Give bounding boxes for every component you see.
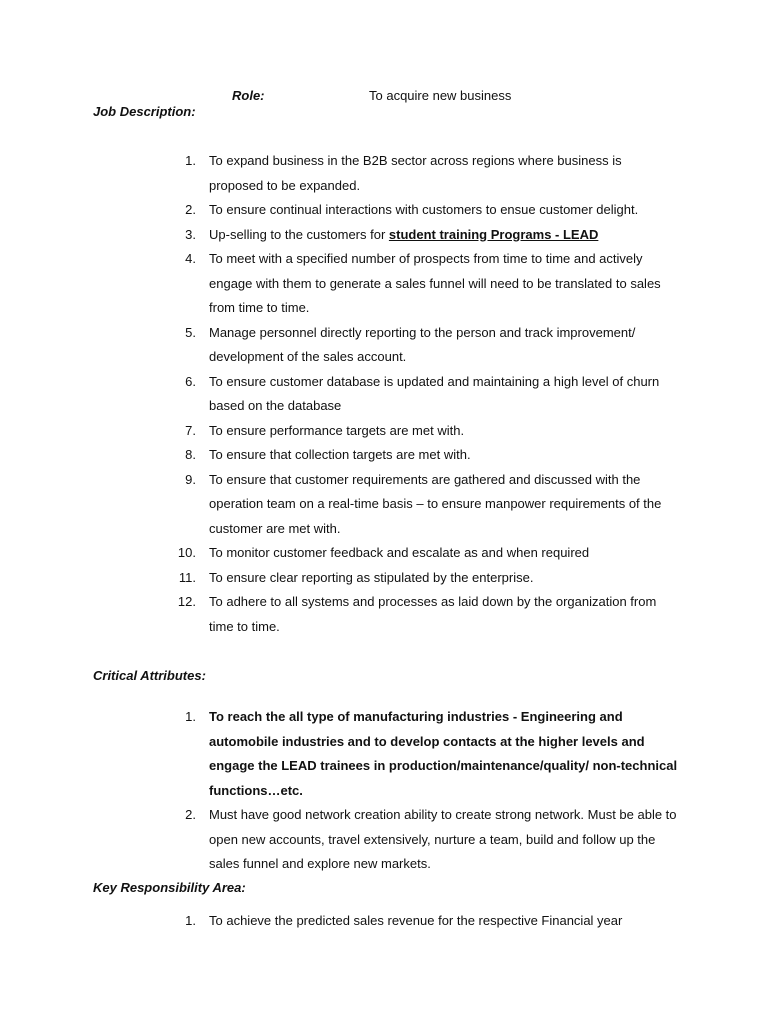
item-number: 10. (177, 545, 196, 560)
list-item (0, 419, 679, 444)
item-text: To ensure continual interactions with customers to ensue customer delight. (209, 202, 639, 217)
list-item (0, 443, 679, 468)
item-text: To expand business in the B2B sector across regions where business is proposed to be expanded. (209, 153, 622, 193)
job-description-list (0, 149, 768, 639)
list-item (0, 247, 679, 321)
item-text: To ensure performance targets are met with. (209, 422, 465, 438)
item-text: Must have good network creation ability to create strong network. Must be able to open new accounts, travel extensively, nurture a team, build and follow up the sales funnel and explore new markets. (209, 807, 677, 871)
item-number: 1. (185, 153, 196, 168)
list-item (0, 223, 679, 248)
item-text: To ensure clear reporting as stipulated by the enterprise. (209, 569, 534, 585)
list-item (0, 149, 679, 198)
list-item (0, 541, 679, 566)
role-value: To acquire new business (369, 88, 512, 103)
item-number: 2. (185, 807, 196, 822)
item-number: 12. (177, 594, 196, 609)
item-text: Up-selling to the customers for (209, 226, 389, 242)
item-text: To meet with a specified number of prospects from time to time and actively engage with them to generate a sales funnel will need to be translated to sales from time to time. (209, 251, 661, 315)
item-number: 4. (185, 251, 196, 266)
key-responsibility-heading: Key Responsibility Area: (93, 880, 246, 895)
item-text: Manage personnel directly reporting to the person and track improvement/ development of the sales account. (209, 324, 636, 364)
list-item (0, 198, 679, 223)
list-item (0, 803, 679, 877)
item-text: To ensure customer database is updated and maintaining a high level of churn based on the database (209, 373, 660, 413)
item-number: 8. (185, 447, 196, 462)
job-description-heading: Job Description: (93, 104, 196, 119)
item-number: 1. (185, 709, 196, 724)
item-number: 5. (185, 324, 196, 340)
list-item (0, 566, 679, 591)
item-number: 6. (185, 373, 196, 389)
item-text: To reach the all type of manufacturing industries - Engineering and automobile industries and to develop contacts at the higher levels and engage the LEAD trainees in production/maintenance/quality/ non-technical functions…etc. (209, 709, 678, 798)
list-item (0, 321, 679, 370)
item-text: To ensure that customer requirements are gathered and discussed with the operation team on a real-time basis – to ensure manpower requirements of the customer are met with. (209, 471, 662, 536)
item-number: 3. (185, 226, 196, 242)
item-number: 2. (185, 202, 196, 217)
key-responsibility-list (0, 909, 768, 934)
list-item (0, 909, 679, 934)
list-item (0, 468, 679, 542)
item-number: 11. (178, 569, 196, 585)
item-text: To achieve the predicted sales revenue for the respective Financial year (209, 913, 623, 928)
item-number: 1. (185, 913, 196, 928)
item-text: To ensure that collection targets are met with. (209, 447, 471, 462)
lead-programs-emphasis: student training Programs - LEAD (388, 226, 599, 242)
role-label: Role: (232, 88, 265, 103)
list-item (0, 590, 679, 639)
critical-attributes-list (0, 705, 768, 877)
list-item (0, 370, 679, 419)
list-item (0, 705, 679, 803)
item-text: To adhere to all systems and processes as laid down by the organization from time to time. (209, 594, 657, 634)
item-text: To monitor customer feedback and escalate as and when required (209, 545, 590, 560)
item-number: 7. (185, 422, 196, 438)
item-number: 9. (185, 471, 196, 487)
critical-attributes-heading: Critical Attributes: (93, 668, 206, 683)
